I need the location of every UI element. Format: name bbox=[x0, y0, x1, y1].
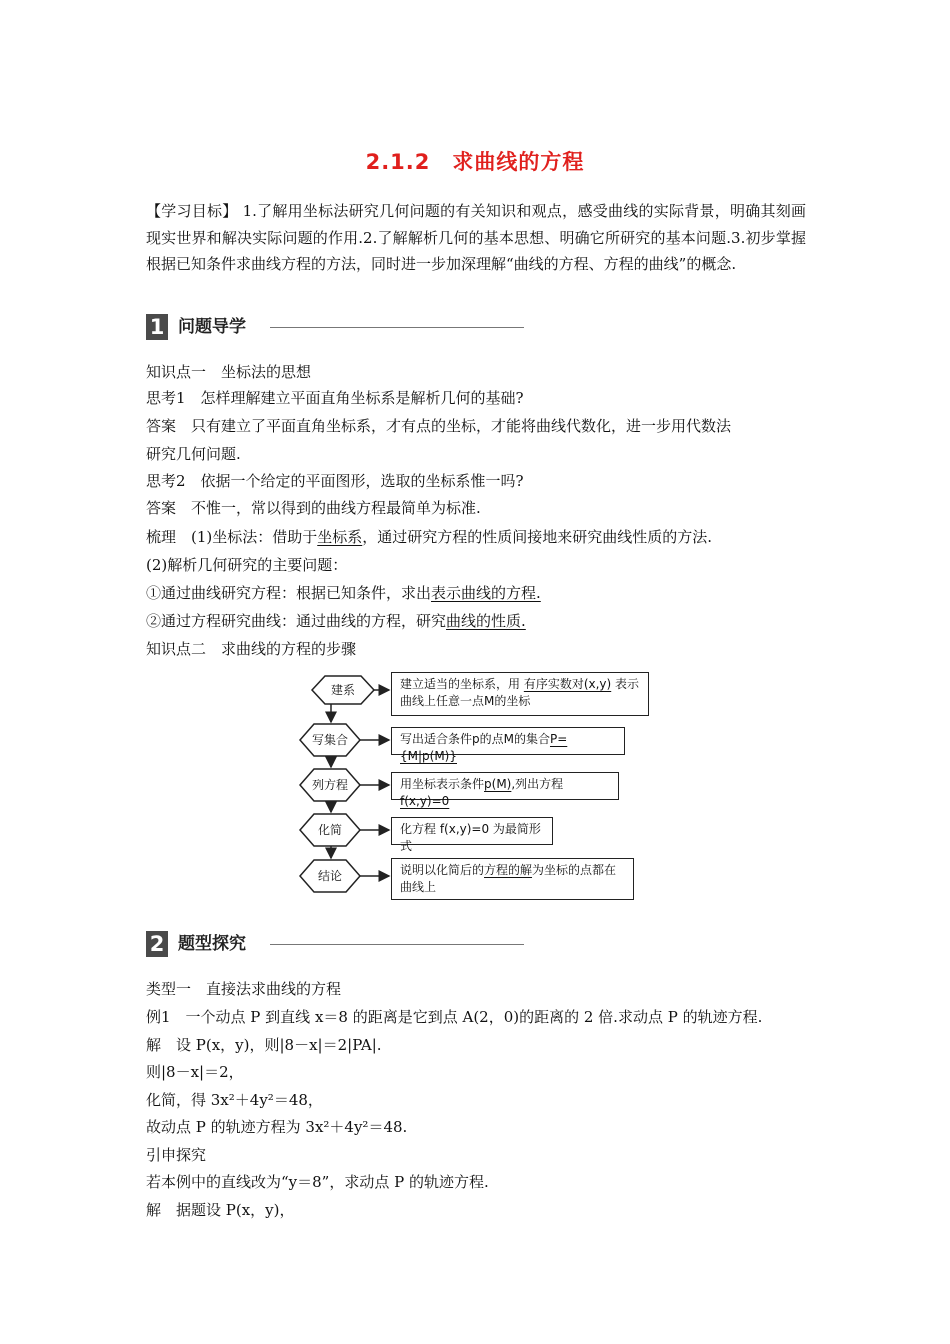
goals-text: 1.了解用坐标法研究几何问题的有关知识和观点，感受曲线的实际背景，明确其刻画现实世界和解决实际问题的作用.2.了解解析几何的基本思想、明确它所研究的基本问题.3.初步掌握根据已知条件求曲线方程的方法，同时进一步加深理解“曲线的方程、方程的曲线”的概念. bbox=[146, 202, 806, 273]
section-rule bbox=[270, 944, 524, 945]
section-title: 题型探究 bbox=[178, 934, 246, 954]
solution-1: 解 设 P(x，y)，则|8－x|＝2|PA|. bbox=[146, 1036, 382, 1054]
solution-step-2: 化简，得 3x²＋4y²＝48， bbox=[146, 1091, 323, 1109]
page-title: 2.1.2 求曲线的方程 bbox=[365, 150, 585, 174]
think-question-1: 思考1 怎样理解建立平面直角坐标系是解析几何的基础? bbox=[146, 389, 524, 407]
flow-box-5: 说明以化简后的方程的解为坐标的点都在 曲线上 bbox=[391, 858, 634, 900]
extension-title: 引申探究 bbox=[146, 1146, 207, 1164]
step-label-1: 建系 bbox=[330, 683, 356, 697]
flow-box-3: 用坐标表示条件p(M),列出方程 f(x,y)=0 bbox=[391, 772, 619, 800]
answer-1-line-2: 研究几何问题. bbox=[146, 445, 241, 463]
section-number-badge: 1 bbox=[146, 314, 168, 340]
summary-3: ①通过曲线研究方程：根据已知条件，求出表示曲线的方程. bbox=[146, 584, 541, 602]
knowledge-point-1: 知识点一 坐标法的思想 bbox=[146, 363, 312, 381]
think-question-2: 思考2 依据一个给定的平面图形，选取的坐标系惟一吗? bbox=[146, 472, 524, 490]
summary-1: 梳理 (1)坐标法：借助于坐标系，通过研究方程的性质间接地来研究曲线性质的方法. bbox=[146, 528, 713, 546]
example-1: 例1 一个动点 P 到直线 x＝8 的距离是它到点 A(2，0)的距离的 2 倍.求动点 P 的轨迹方程. bbox=[146, 1008, 763, 1026]
flow-box-4: 化方程 f(x,y)=0 为最简形式 bbox=[391, 817, 553, 845]
step-label-2: 写集合 bbox=[311, 733, 349, 747]
step-label-4: 化简 bbox=[317, 823, 343, 837]
answer-1-line-1: 答案 只有建立了平面直角坐标系，才有点的坐标，才能将曲线代数化，进一步用代数法 bbox=[146, 417, 732, 435]
extension-solution: 解 据题设 P(x，y)， bbox=[146, 1201, 295, 1219]
section-number-badge: 2 bbox=[146, 931, 168, 957]
flow-box-1: 建立适当的坐标系，用 有序实数对(x,y) 表示 曲线上任意一点M的坐标 bbox=[391, 672, 649, 716]
problem-type-1: 类型一 直接法求曲线的方程 bbox=[146, 980, 342, 998]
solution-result: 故动点 P 的轨迹方程为 3x²＋4y²＝48. bbox=[146, 1118, 408, 1136]
answer-2: 答案 不惟一，常以得到的曲线方程最简单为标准. bbox=[146, 499, 481, 517]
section-title: 问题导学 bbox=[178, 317, 246, 337]
knowledge-point-2: 知识点二 求曲线的方程的步骤 bbox=[146, 640, 357, 658]
goals-label: 【学习目标】 bbox=[146, 202, 238, 220]
extension-question: 若本例中的直线改为“y＝8”，求动点 P 的轨迹方程. bbox=[146, 1173, 489, 1191]
summary-4: ②通过方程研究曲线：通过曲线的方程，研究曲线的性质. bbox=[146, 612, 526, 630]
summary-2: (2)解析几何研究的主要问题： bbox=[146, 556, 348, 574]
solution-step-1: 则|8－x|＝2， bbox=[146, 1063, 244, 1081]
step-label-5: 结论 bbox=[317, 869, 343, 883]
step-label-3: 列方程 bbox=[311, 778, 349, 792]
flow-box-2: 写出适合条件p的点M的集合P={M|p(M)} bbox=[391, 727, 625, 755]
